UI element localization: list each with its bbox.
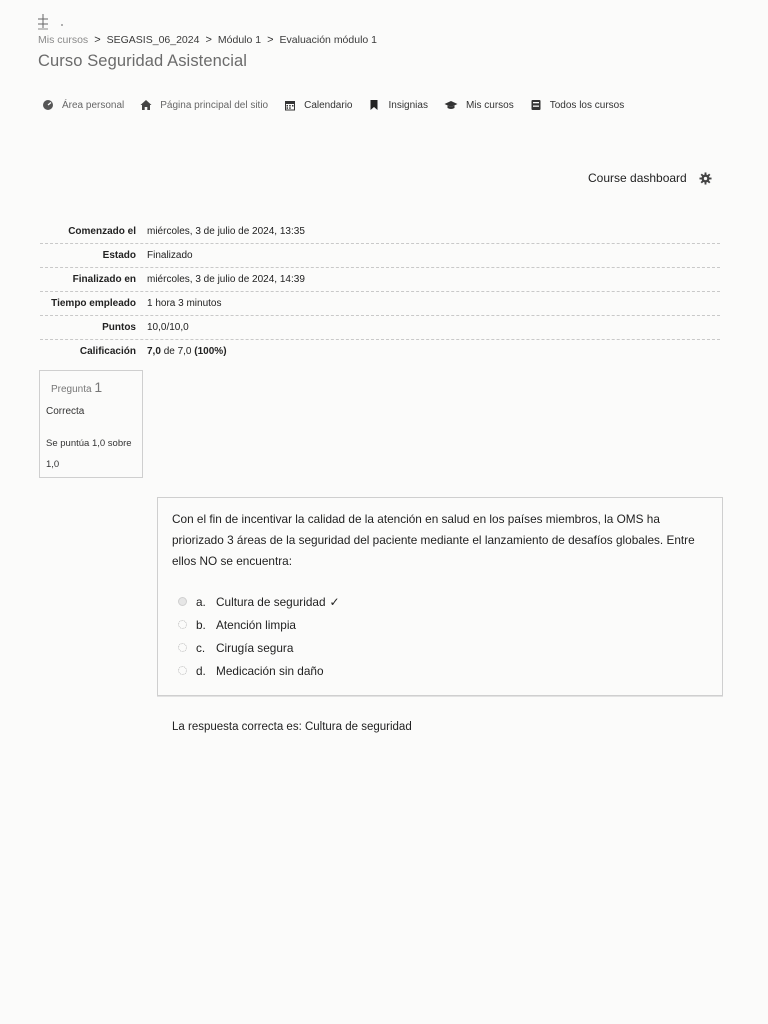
breadcrumb-module[interactable]: Módulo 1: [217, 34, 262, 46]
user-menu-icon-glyph: [36, 12, 66, 32]
gear-icon[interactable]: [699, 172, 712, 185]
nav-item-label: Calendario: [304, 99, 353, 111]
grade-percent: (100%): [194, 346, 227, 357]
nav-item-label: Página principal del sitio: [160, 99, 269, 111]
answer-radio[interactable]: [178, 620, 187, 629]
summary-row: [40, 268, 720, 292]
question-text: Con el fin de incentivar la calidad de la atención en salud en los países miembros, la OMS ha priorizado 3 áreas de la seguridad del paciente mediante el lanzamiento de desafíos globales. Entre ellos NO se encuentra:: [172, 512, 695, 568]
answer-radio[interactable]: [178, 597, 187, 606]
summary-value: Finalizado: [147, 250, 193, 261]
user-menu-icon[interactable]: [36, 12, 66, 32]
grade-of: de 7,0: [163, 346, 192, 357]
summary-value: 10,0/10,0: [147, 322, 189, 333]
nav-item-mis-cursos[interactable]: [444, 99, 514, 111]
summary-row: [40, 244, 720, 268]
breadcrumb-course[interactable]: SEGASIS_06_2024: [106, 34, 200, 46]
summary-value: miércoles, 3 de julio de 2024, 14:39: [147, 274, 305, 285]
answer-letter: b.: [196, 617, 206, 632]
question-content: [157, 497, 723, 696]
nav-item-area-personal[interactable]: [42, 99, 124, 111]
breadcrumb-separator: >: [94, 34, 101, 46]
nav-bar: [42, 99, 640, 111]
nav-item-label: Todos los cursos: [549, 99, 625, 111]
answer-list: [178, 590, 340, 682]
answer-letter: c.: [196, 640, 206, 655]
summary-label: Calificación: [79, 346, 136, 357]
course-dashboard-label: Course dashboard: [588, 171, 687, 185]
page-title: Curso Seguridad Asistencial: [38, 52, 248, 70]
answer-text: Atención limpia: [216, 617, 296, 632]
summary-value: 1 hora 3 minutos: [147, 298, 222, 309]
nav-item-insignias[interactable]: [368, 99, 427, 111]
summary-label: Tiempo empleado: [51, 298, 136, 309]
question-number-value: 1: [94, 379, 103, 395]
grade-value: [147, 346, 227, 357]
question-info: [39, 370, 143, 478]
summary-row: [40, 220, 720, 244]
summary-row: [40, 316, 720, 340]
question-state: Correcta: [46, 406, 85, 417]
summary-label: Finalizado en: [72, 274, 136, 285]
question-grade: Se puntúa 1,0 sobre 1,0: [46, 438, 132, 470]
question-number: [51, 379, 102, 395]
summary-row-grade: [40, 340, 720, 363]
quiz-summary-table: [40, 220, 720, 363]
home-icon: [140, 99, 152, 111]
answer-option-c[interactable]: [178, 636, 340, 659]
answer-radio[interactable]: [178, 643, 187, 652]
breadcrumb-quiz[interactable]: Evaluación módulo 1: [279, 34, 378, 46]
answer-option-b[interactable]: [178, 613, 340, 636]
nav-item-pagina-principal[interactable]: [140, 99, 268, 111]
nav-item-label: Insignias: [388, 99, 428, 111]
answer-letter: d.: [196, 663, 206, 678]
answer-radio[interactable]: [178, 666, 187, 675]
answer-text: Medicación sin daño: [216, 663, 324, 678]
answer-text: Cultura de seguridad: [216, 594, 326, 609]
bookmark-icon: [368, 99, 380, 111]
calendar-icon: [284, 99, 296, 111]
summary-label: Comenzado el: [68, 226, 136, 237]
dashboard-icon: [42, 99, 54, 111]
answer-option-d[interactable]: [178, 659, 340, 682]
nav-item-calendario[interactable]: [284, 99, 352, 111]
summary-label: Estado: [102, 250, 136, 261]
summary-row: [40, 292, 720, 316]
check-icon: ✓: [329, 594, 340, 609]
breadcrumb-mis-cursos[interactable]: Mis cursos: [38, 34, 89, 46]
breadcrumb-separator: >: [267, 34, 274, 46]
grade-score: 7,0: [147, 346, 161, 357]
summary-label: Puntos: [102, 322, 136, 333]
answer-text: Cirugía segura: [216, 640, 294, 655]
breadcrumb-separator: >: [205, 34, 212, 46]
summary-value: miércoles, 3 de julio de 2024, 13:35: [147, 226, 305, 237]
answer-letter: a.: [196, 594, 206, 609]
breadcrumb: [38, 34, 377, 46]
right-answer: La respuesta correcta es: Cultura de seguridad: [172, 721, 412, 733]
answer-option-a[interactable]: [178, 590, 340, 613]
graduation-cap-icon: [444, 99, 458, 111]
nav-item-todos-los-cursos[interactable]: [530, 99, 624, 111]
course-dashboard-link[interactable]: [588, 171, 712, 185]
nav-item-label: Área personal: [62, 99, 125, 111]
archive-icon: [530, 99, 542, 111]
nav-item-label: Mis cursos: [465, 99, 514, 111]
question-prefix: Pregunta: [51, 384, 92, 395]
